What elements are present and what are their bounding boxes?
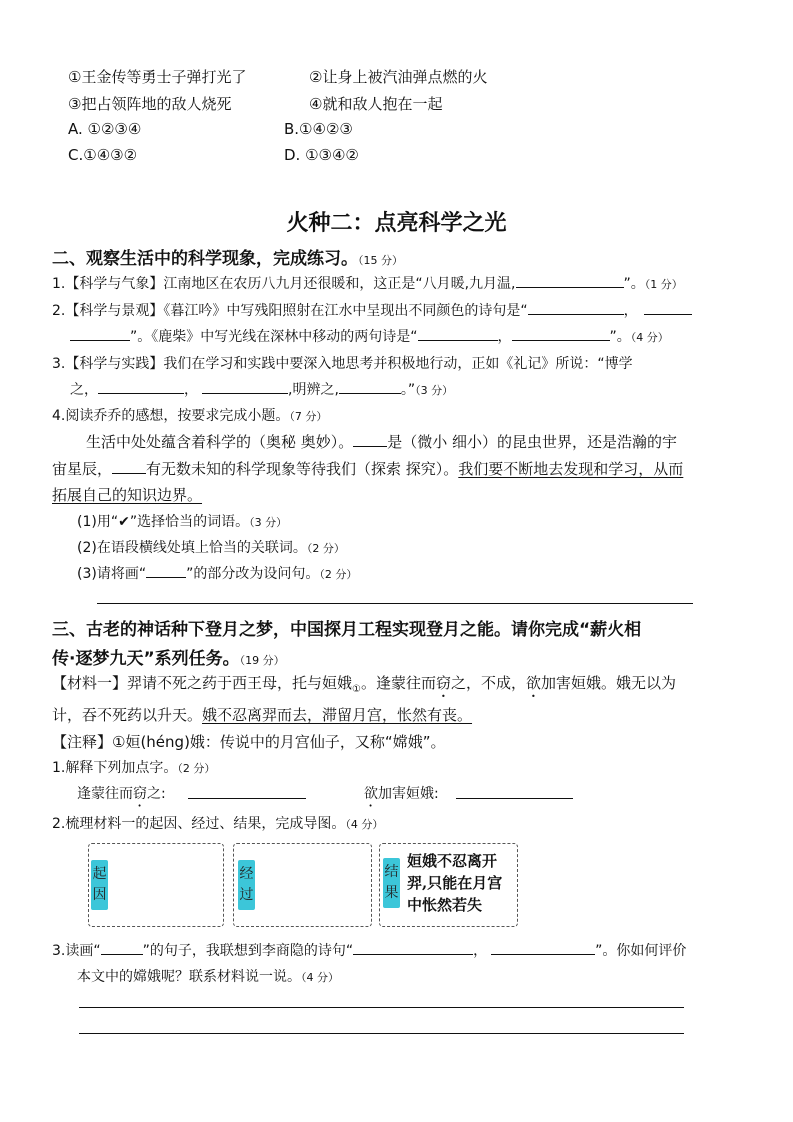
text: 传·逐梦九天”系列任务。 bbox=[52, 649, 240, 669]
answer-blank[interactable] bbox=[70, 326, 130, 341]
passage-line-2 bbox=[52, 458, 683, 479]
sub-question-3 bbox=[77, 563, 357, 583]
text: 4.阅读乔乔的感想，按要求完成小题。 bbox=[52, 408, 290, 424]
underlined-sentence: 娥不忍离羿而去，滞留月宫，怅然有丧。 bbox=[202, 706, 473, 724]
answer-blank[interactable] bbox=[491, 940, 595, 955]
text: ”。你如何评价 bbox=[595, 943, 687, 959]
answer-line[interactable] bbox=[79, 1007, 684, 1008]
passage-line-1 bbox=[86, 431, 677, 452]
s2-q1-tail: ”。 bbox=[623, 276, 645, 292]
text: 有无数未知的科学现象等待我们（探索 探究）。 bbox=[146, 460, 459, 478]
s3-question-3-line1 bbox=[52, 940, 686, 960]
result-handwriting: 姮娥不忍离开羿,只能在月宫中怅然若失 bbox=[407, 852, 503, 914]
underlined-sentence: 拓展自己的知识边界。 bbox=[52, 486, 203, 504]
answer-blank[interactable] bbox=[456, 798, 573, 799]
underlined-sentence: 我们要不断地去发现和学习，从而 bbox=[458, 460, 684, 478]
s3-question-2-title bbox=[52, 813, 383, 833]
answer-blank[interactable] bbox=[512, 326, 610, 341]
answer-blank[interactable] bbox=[339, 379, 401, 394]
answer-line[interactable] bbox=[79, 1033, 684, 1034]
passage-line-3 bbox=[52, 484, 202, 505]
text: 生活中处处蕴含着科学的（奥秘 奥妙）。 bbox=[86, 433, 354, 451]
s2-question-1 bbox=[52, 273, 683, 293]
points: （2 分） bbox=[177, 762, 216, 775]
s2-question-2-line1 bbox=[52, 300, 692, 320]
section-2-heading bbox=[52, 244, 403, 269]
annotation: 【注释】①姮(héng)娥：传说中的月宫仙子，又称“嫦娥”。 bbox=[52, 733, 446, 751]
text: 之，不成， bbox=[451, 674, 527, 692]
material-line-1 bbox=[52, 672, 676, 701]
material-line-2 bbox=[52, 704, 472, 725]
answer-blank[interactable] bbox=[644, 300, 692, 315]
text: 逢蒙往而 bbox=[77, 786, 133, 802]
s2-q2-text-2: ”。《鹿柴》中写光线在深林中移动的两句诗是“ bbox=[130, 329, 418, 345]
text: (3)请将画“ bbox=[77, 566, 147, 582]
comma: ， bbox=[623, 303, 638, 319]
text: 。逢蒙往而 bbox=[360, 674, 436, 692]
choice-b: B.①④②③ bbox=[284, 120, 353, 138]
dotted-char: 窃 bbox=[436, 674, 452, 692]
points: （1 分） bbox=[644, 278, 683, 291]
s3-q1-word-2 bbox=[364, 783, 439, 810]
result-tag: 结果 bbox=[383, 858, 400, 908]
s3-question-1-title bbox=[52, 757, 215, 777]
answer-blank[interactable] bbox=[418, 326, 498, 341]
points: （2 分） bbox=[306, 542, 345, 555]
answer-blank[interactable] bbox=[188, 798, 306, 799]
s2-question-3-line2 bbox=[70, 379, 453, 399]
option-2: ②让身上被汽油弹点燃的火 bbox=[309, 68, 488, 86]
s2-question-4-title bbox=[52, 405, 327, 425]
text: 1.解释下列加点字。 bbox=[52, 760, 178, 776]
s3-question-3-line2 bbox=[77, 966, 339, 986]
points: （7 分） bbox=[289, 410, 328, 423]
points: （3 分） bbox=[249, 516, 288, 529]
text: ”的句子，我联想到李商隐的诗句“ bbox=[142, 943, 354, 959]
text: 计，吞不死药以升天。 bbox=[52, 706, 203, 724]
option-4: ④就和敌人抱在一起 bbox=[309, 95, 443, 113]
text: 加害姮娥: bbox=[378, 786, 439, 802]
answer-blank[interactable] bbox=[202, 379, 288, 394]
answer-blank[interactable] bbox=[353, 940, 473, 955]
text: 本文中的嫦娥呢？联系材料说一说。 bbox=[77, 969, 301, 985]
answer-blank[interactable] bbox=[528, 300, 624, 315]
choice-a: A. ①②③④ bbox=[68, 120, 142, 138]
s2-question-3-line1: 3.【科学与实践】我们在学习和实践中要深入地思考并积极地行动，正如《礼记》所说：“博学 bbox=[52, 356, 633, 372]
comma: ， bbox=[497, 329, 512, 345]
sub-question-2 bbox=[77, 537, 345, 557]
text: 3.读画“ bbox=[52, 943, 101, 959]
section-2-heading-text: 二、观察生活中的科学现象，完成练习。 bbox=[52, 249, 358, 269]
s2-q1-text: 1.【科学与气象】江南地区在农历八九月还很暖和，这正是“八月暖,九月温, bbox=[52, 276, 516, 292]
text: ,明辨之, bbox=[288, 382, 339, 398]
choice-c: C.①④③② bbox=[68, 146, 138, 164]
points: （2 分） bbox=[319, 568, 358, 581]
choice-d: D. ①③④② bbox=[284, 146, 359, 164]
sub-question-1 bbox=[77, 511, 287, 531]
text: 是（微小 细小）的昆虫世界，还是浩瀚的宇 bbox=[387, 433, 678, 451]
answer-line[interactable] bbox=[97, 603, 693, 604]
dotted-char: 欲 bbox=[364, 786, 378, 802]
close-quote: ”。 bbox=[609, 329, 631, 345]
dotted-char: 欲 bbox=[526, 674, 542, 692]
cause-tag: 起因 bbox=[91, 860, 108, 910]
option-3: ③把占领阵地的敌人烧死 bbox=[68, 95, 232, 113]
answer-blank[interactable] bbox=[516, 273, 624, 288]
answer-blank[interactable] bbox=[112, 459, 146, 474]
points: （4 分） bbox=[345, 818, 384, 831]
cause-box[interactable] bbox=[88, 843, 224, 927]
text: (1)用“✔”选择恰当的词语。 bbox=[77, 514, 250, 530]
text: 2.梳理材料一的起因、经过、结果，完成导图。 bbox=[52, 816, 346, 832]
comma: ， bbox=[184, 382, 198, 398]
answer-blank[interactable] bbox=[98, 379, 184, 394]
text: 宙星辰， bbox=[52, 460, 113, 478]
footnote-mark: ① bbox=[352, 684, 361, 695]
text: 之: bbox=[147, 786, 166, 802]
section-3-heading-line1: 三、古老的神话种下登月之梦，中国探月工程实现登月之能。请你完成“薪火相 bbox=[52, 620, 642, 640]
answer-blank[interactable] bbox=[353, 432, 387, 447]
points: （19 分） bbox=[239, 654, 285, 667]
s3-q1-word-1 bbox=[77, 783, 166, 810]
section-2-points: （15 分） bbox=[358, 254, 403, 267]
underline-sample bbox=[101, 940, 143, 955]
points: （4 分） bbox=[301, 971, 339, 984]
s2-q2-text: 2.【科学与景观】《暮江吟》中写残阳照射在江水中呈现出不同颜色的诗句是“ bbox=[52, 303, 528, 319]
comma: ， bbox=[473, 943, 488, 959]
process-tag: 经过 bbox=[238, 860, 255, 910]
part-title: 火种二：点亮科学之光 bbox=[286, 211, 507, 236]
points: （3 分） bbox=[415, 384, 454, 397]
close-quote: 。” bbox=[400, 382, 416, 398]
option-1: ①王金传等勇士子弹打光了 bbox=[68, 68, 247, 86]
section-3-heading-line2 bbox=[52, 644, 285, 669]
s2-question-2-line2 bbox=[70, 326, 669, 346]
text: ”的部分改为设问句。 bbox=[186, 566, 320, 582]
underline-sample bbox=[146, 563, 186, 578]
points: （4 分） bbox=[630, 331, 669, 344]
text: 加害姮娥。娥无以为 bbox=[541, 674, 677, 692]
text: 【材料一】羿请不死之药于西王母，托与姮娥 bbox=[52, 674, 353, 692]
text: 之， bbox=[70, 382, 98, 398]
text: (2)在语段横线处填上恰当的关联词。 bbox=[77, 540, 307, 556]
dotted-char: 窃 bbox=[133, 786, 147, 802]
